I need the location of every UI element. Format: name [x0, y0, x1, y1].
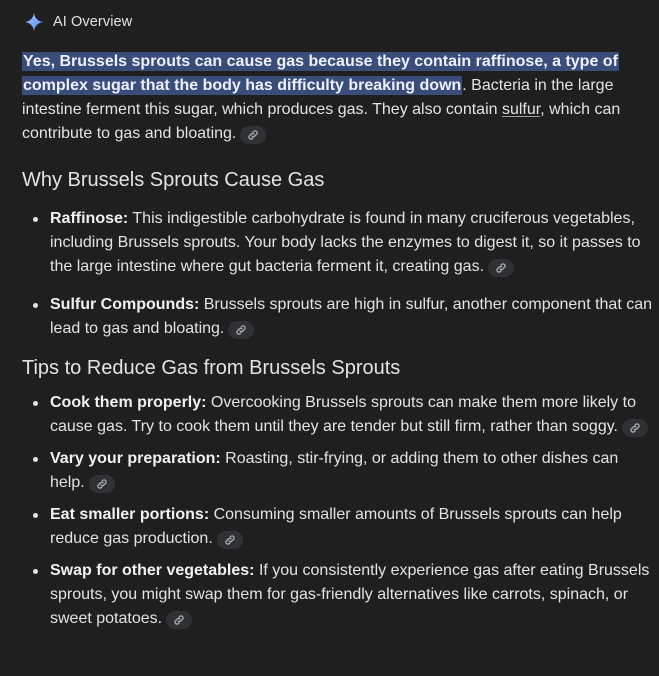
- item-text: Overcooking Brussels sprouts can make them more likely to cause gas. Try to cook them until they are tender but still firm, rather than soggy.: [50, 394, 636, 435]
- source-link-chip[interactable]: [622, 419, 648, 437]
- intro-text-b: , which can contribute to gas and bloating.: [22, 101, 621, 142]
- link-icon: [173, 614, 185, 626]
- list-item-cook-properly: [22, 391, 654, 439]
- tips-heading: Tips to Reduce Gas from Brussels Sprouts: [22, 357, 401, 379]
- why-heading: Why Brussels Sprouts Cause Gas: [22, 169, 325, 191]
- tips-list: [22, 391, 654, 631]
- link-icon: [247, 129, 259, 141]
- item-text: Roasting, stir-frying, or adding them to other dishes can help.: [50, 450, 619, 491]
- item-term: Eat smaller portions:: [50, 506, 210, 523]
- sparkle-icon: [24, 12, 44, 32]
- link-icon: [235, 324, 247, 336]
- ai-overview-title: AI Overview: [53, 14, 133, 30]
- intro-paragraph: [22, 50, 654, 146]
- item-text: This indigestible carbohydrate is found in many cruciferous vegetables, including Brussels sprouts. Your body lacks the enzymes to digest it, so it passes to the large intestine where gut bacteria ferment it, creating gas.: [50, 210, 641, 275]
- list-item-vary-preparation: [22, 447, 654, 495]
- source-link-chip[interactable]: [217, 531, 243, 549]
- intro-text-a: . Bacteria in the large intestine ferment this sugar, which produces gas. They also contain: [22, 77, 614, 118]
- highlighted-answer[interactable]: Yes, Brussels sprouts can cause gas because they contain raffinose, a type of complex sugar that the body has difficulty breaking down: [23, 53, 618, 94]
- link-icon: [629, 422, 641, 434]
- overview-content: [22, 50, 654, 631]
- item-term: Cook them properly:: [50, 394, 207, 411]
- source-link-chip[interactable]: [166, 611, 192, 629]
- list-item-swap-vegetables: [22, 559, 654, 631]
- ai-overview-header: [24, 10, 132, 34]
- why-list: [22, 207, 654, 341]
- source-link-chip[interactable]: [89, 475, 115, 493]
- source-link-chip[interactable]: [240, 126, 266, 144]
- link-icon: [224, 534, 236, 546]
- link-icon: [96, 478, 108, 490]
- item-text: Brussels sprouts are high in sulfur, another component that can lead to gas and bloating.: [50, 296, 653, 337]
- item-term: Swap for other vegetables:: [50, 562, 255, 579]
- source-link-chip[interactable]: [228, 321, 254, 339]
- item-text: Consuming smaller amounts of Brussels sprouts can help reduce gas production.: [50, 506, 622, 547]
- list-item-raffinose: [22, 207, 654, 279]
- link-icon: [495, 262, 507, 274]
- list-item-sulfur-compounds: [22, 293, 654, 341]
- item-text: If you consistently experience gas after eating Brussels sprouts, you might swap them for gas-friendly alternatives like carrots, spinach, or sweet potatoes.: [50, 562, 650, 627]
- list-item-smaller-portions: [22, 503, 654, 551]
- source-link-chip[interactable]: [488, 259, 514, 277]
- sulfur-link[interactable]: sulfur: [501, 101, 541, 118]
- item-term: Sulfur Compounds:: [50, 296, 200, 313]
- item-term: Vary your preparation:: [50, 450, 221, 467]
- item-term: Raffinose:: [50, 210, 129, 227]
